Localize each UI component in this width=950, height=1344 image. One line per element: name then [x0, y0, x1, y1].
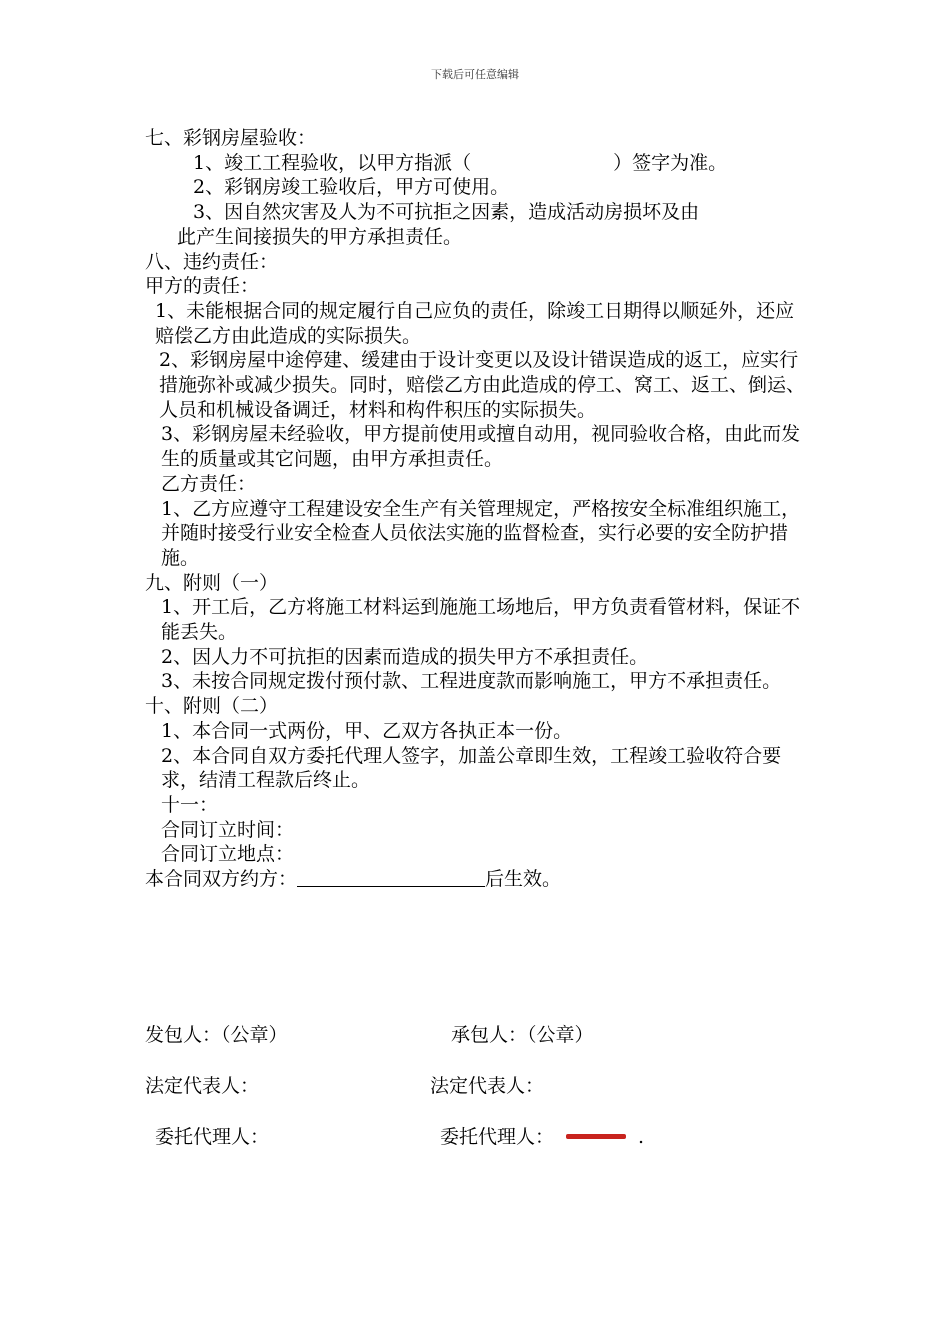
appendix-1-item-1: 1、开工后，乙方将施工材料运到施施工场地后，甲方负责看管材料，保证不能丢失。: [161, 596, 801, 644]
agent-right-line: [440, 1122, 644, 1149]
appendix-1-item-2: 2、因人力不可抗拒的因素而造成的损失甲方不承担责任。: [161, 645, 649, 668]
effective-clause-post: 后生效。: [485, 868, 562, 891]
page-header: 下载后可任意编辑: [431, 68, 519, 81]
red-signature-mark: [566, 1134, 626, 1139]
agent-right-label: 委托代理人：: [440, 1126, 555, 1148]
effective-clause-pre: 本合同双方约方：: [145, 868, 298, 891]
party-b-title: 乙方责任：: [161, 472, 257, 495]
section-7-item-1: [145, 151, 810, 176]
legal-rep-left-label: 法定代表人：: [145, 1075, 260, 1097]
party-a-item-3: 3、彩钢房屋未经验收，甲方提前使用或擅自动用，视同验收合格，由此而发生的质量或其它问题，由甲方承担责任。: [161, 423, 801, 471]
agent-left-label: 委托代理人：: [155, 1126, 270, 1148]
section-7-title: 七、彩钢房屋验收：: [145, 127, 317, 149]
party-b-item-1: 1、乙方应遵守工程建设安全生产有关管理规定，严格按安全标准组织施工，并随时接受行业安全检查人员依法实施的监督检查，实行必要的安全防护措施。: [161, 497, 801, 569]
effective-condition-underline: [297, 868, 485, 887]
section-9-title: 九、附则（一）: [145, 571, 279, 594]
employer-label: 发包人：（公章）: [145, 1024, 288, 1046]
appendix-2-item-1: 1、本合同一式两份，甲、乙双方各执正本一份。: [161, 719, 573, 742]
sign-place-label: 合同订立地点：: [161, 843, 295, 866]
trailing-dot: .: [638, 1126, 645, 1148]
party-a-item-2: 2、彩钢房屋中途停建、缓建由于设计变更以及设计错误造成的返工，应实行措施弥补或减少损失。同时，赔偿乙方由此造成的停工、窝工、返工、倒运、人员和机械设备调迁，材料和构件积压的实际损失。: [159, 349, 806, 421]
party-a-title: 甲方的责任：: [145, 275, 260, 298]
legal-rep-right-label: 法定代表人：: [430, 1075, 545, 1097]
section-8-title: 八、违约责任：: [145, 250, 279, 273]
section-7-item-1-end: ）签字为准。: [613, 151, 728, 174]
sign-time-label: 合同订立时间：: [161, 818, 295, 841]
party-a-item-1: 1、未能根据合同的规定履行自己应负的责任，除竣工日期得以顺延外，还应赔偿乙方由此造成的实际损失。: [155, 299, 795, 347]
section-7-item-3b: 此产生间接损失的甲方承担责任。: [177, 225, 463, 248]
effective-clause: [145, 867, 810, 892]
section-7-item-3a: 3、因自然灾害及人为不可抗拒之因素，造成活动房损坏及由: [193, 201, 700, 224]
section-11-title: 十一：: [161, 793, 219, 816]
section-7-item-2: 2、彩钢房竣工验收后，甲方可使用。: [193, 176, 510, 199]
section-7-item-1-text: 1、竣工工程验收，以甲方指派（: [193, 151, 472, 174]
appendix-1-item-3: 3、未按合同规定拨付预付款、工程进度款而影响施工，甲方不承担责任。: [161, 670, 782, 693]
section-10-title: 十、附则（二）: [145, 695, 279, 718]
contract-body: [145, 126, 810, 892]
contractor-label: 承包人：（公章）: [451, 1024, 594, 1046]
appendix-2-item-2: 2、本合同自双方委托代理人签字，加盖公章即生效，工程竣工验收符合要求，结清工程款后终止。: [161, 744, 782, 792]
